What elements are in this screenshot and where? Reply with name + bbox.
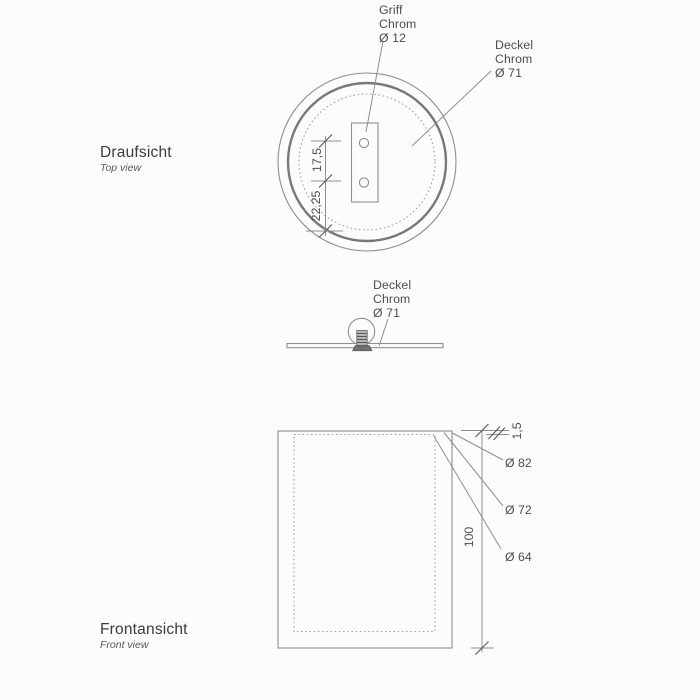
griff-label-line2: Chrom xyxy=(379,16,417,31)
vessel-inner-dotted-outline xyxy=(294,435,435,632)
front-view-subtitle: Front view xyxy=(100,639,149,651)
dim-mid-diameter-label: Ø 72 xyxy=(505,503,532,517)
deckel-leader-line-side xyxy=(379,319,388,346)
deckel-side-label-line2: Chrom xyxy=(373,291,411,306)
top-view-subtitle: Top view xyxy=(100,161,142,174)
deckel-side-label-line3: Ø 71 xyxy=(373,305,401,320)
dim-height-label: 100 xyxy=(462,526,476,548)
dim-inner-diameter-label: Ø 64 xyxy=(505,550,532,564)
griff-label-line1: Griff xyxy=(379,3,403,17)
dim-hole-spacing-label: 17,5 xyxy=(309,148,324,172)
dim-outer-diameter-label: Ø 82 xyxy=(505,456,532,470)
dim-edge-offset-label: 22,25 xyxy=(309,190,323,222)
wall-thickness-dimension xyxy=(461,427,509,441)
deckel-top-label-line1: Deckel xyxy=(495,38,534,52)
griff-label-line3: Ø 12 xyxy=(379,30,407,45)
deckel-side-label-line1: Deckel xyxy=(373,278,412,292)
dim-wall-thickness-label: 1,5 xyxy=(510,422,524,440)
knob-stem xyxy=(357,331,367,346)
deckel-chrom-label-top xyxy=(495,39,533,80)
deckel-top-label-line2: Chrom xyxy=(495,51,533,66)
lid-side-view-drawing xyxy=(287,318,443,351)
mid-diameter-leader-line xyxy=(444,433,503,507)
deckel-chrom-label-side xyxy=(373,279,411,320)
knob-base-flange xyxy=(353,346,373,351)
handle-plate xyxy=(352,123,379,202)
top-view-title: Draufsicht xyxy=(100,144,172,161)
vessel-outer-outline xyxy=(278,431,452,648)
griff-chrom-label xyxy=(379,4,416,45)
deckel-top-label-line3: Ø 71 xyxy=(495,65,523,80)
front-view-title: Frontansicht xyxy=(100,621,188,638)
griff-leader-line xyxy=(366,41,383,132)
